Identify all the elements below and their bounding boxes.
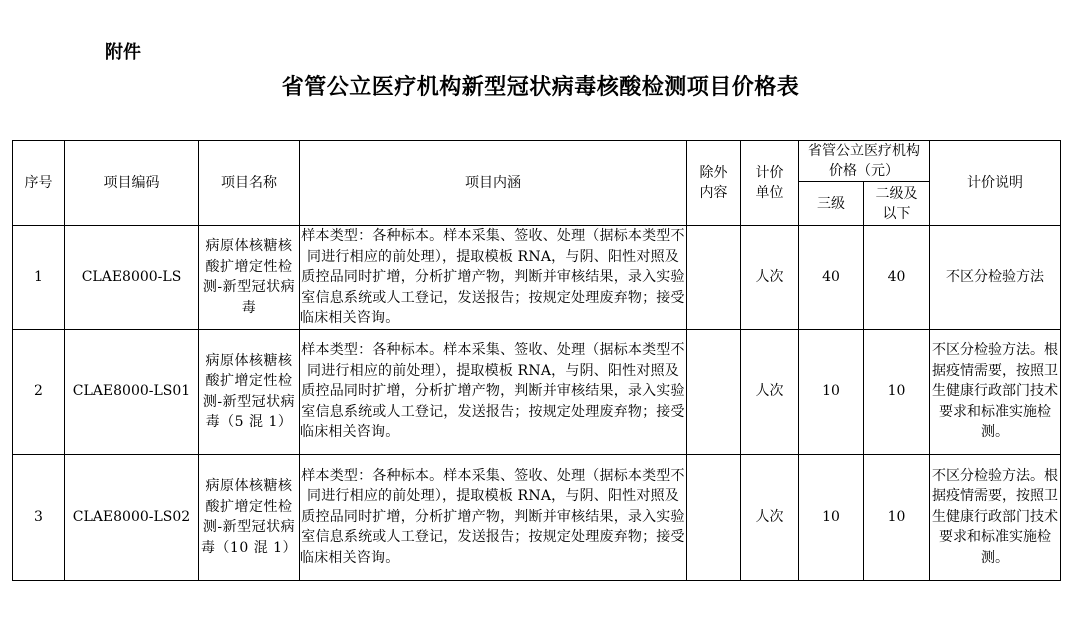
cell-name: 病原体核糖核酸扩增定性检测-新型冠状病毒（5 混 1） bbox=[199, 329, 300, 454]
cell-level2: 10 bbox=[864, 454, 930, 580]
page-title: 省管公立医疗机构新型冠状病毒核酸检测项目价格表 bbox=[281, 74, 800, 100]
table-header-row bbox=[13, 141, 1061, 182]
cell-note: 不区分检验方法 bbox=[930, 226, 1061, 330]
header-price-group: 省管公立医疗机构价格（元） bbox=[799, 141, 930, 182]
header-code: 项目编码 bbox=[65, 141, 199, 226]
cell-excluded bbox=[687, 454, 741, 580]
cell-content: 样本类型：各种标本。样本采集、签收、处理（据标本类型不同进行相应的前处理），提取模板 RNA，与阴、阳性对照及质控品同时扩增，分析扩增产物，判断并审核结果，录入实验室信息系统或人工登记，发送报告；按规定处理废弃物；接受临床相关咨询。 bbox=[300, 226, 687, 330]
cell-unit: 人次 bbox=[741, 329, 799, 454]
cell-seq: 3 bbox=[13, 454, 65, 580]
cell-unit: 人次 bbox=[741, 454, 799, 580]
cell-content: 样本类型：各种标本。样本采集、签收、处理（据标本类型不同进行相应的前处理），提取模板 RNA，与阴、阳性对照及质控品同时扩增，分析扩增产物，判断并审核结果，录入实验室信息系统或人工登记，发送报告；按规定处理废弃物；接受临床相关咨询。 bbox=[300, 454, 687, 580]
cell-level2: 10 bbox=[864, 329, 930, 454]
cell-note: 不区分检验方法。根据疫情需要，按照卫生健康行政部门技术要求和标准实施检测。 bbox=[930, 454, 1061, 580]
cell-code: CLAE8000-LS bbox=[65, 226, 199, 330]
attachment-label: 附件 bbox=[105, 42, 141, 63]
header-name: 项目名称 bbox=[199, 141, 300, 226]
table-row bbox=[13, 329, 1061, 454]
cell-name: 病原体核糖核酸扩增定性检测-新型冠状病毒（10 混 1） bbox=[199, 454, 300, 580]
cell-seq: 2 bbox=[13, 329, 65, 454]
cell-note: 不区分检验方法。根据疫情需要，按照卫生健康行政部门技术要求和标准实施检测。 bbox=[930, 329, 1061, 454]
cell-code: CLAE8000-LS02 bbox=[65, 454, 199, 580]
cell-level3: 10 bbox=[799, 454, 864, 580]
table-row bbox=[13, 226, 1061, 330]
table-row bbox=[13, 454, 1061, 580]
header-excluded: 除外内容 bbox=[687, 141, 741, 226]
header-level3: 三级 bbox=[799, 182, 864, 226]
cell-unit: 人次 bbox=[741, 226, 799, 330]
header-level2: 二级及以下 bbox=[864, 182, 930, 226]
header-content: 项目内涵 bbox=[300, 141, 687, 226]
cell-code: CLAE8000-LS01 bbox=[65, 329, 199, 454]
cell-level3: 40 bbox=[799, 226, 864, 330]
cell-name: 病原体核糖核酸扩增定性检测-新型冠状病毒 bbox=[199, 226, 300, 330]
header-seq: 序号 bbox=[13, 141, 65, 226]
header-note: 计价说明 bbox=[930, 141, 1061, 226]
cell-level3: 10 bbox=[799, 329, 864, 454]
cell-excluded bbox=[687, 226, 741, 330]
cell-seq: 1 bbox=[13, 226, 65, 330]
header-unit: 计价单位 bbox=[741, 141, 799, 226]
cell-level2: 40 bbox=[864, 226, 930, 330]
cell-content: 样本类型：各种标本。样本采集、签收、处理（据标本类型不同进行相应的前处理），提取模板 RNA，与阴、阳性对照及质控品同时扩增，分析扩增产物，判断并审核结果，录入实验室信息系统或人工登记，发送报告；按规定处理废弃物；接受临床相关咨询。 bbox=[300, 329, 687, 454]
price-table bbox=[12, 140, 1061, 581]
cell-excluded bbox=[687, 329, 741, 454]
